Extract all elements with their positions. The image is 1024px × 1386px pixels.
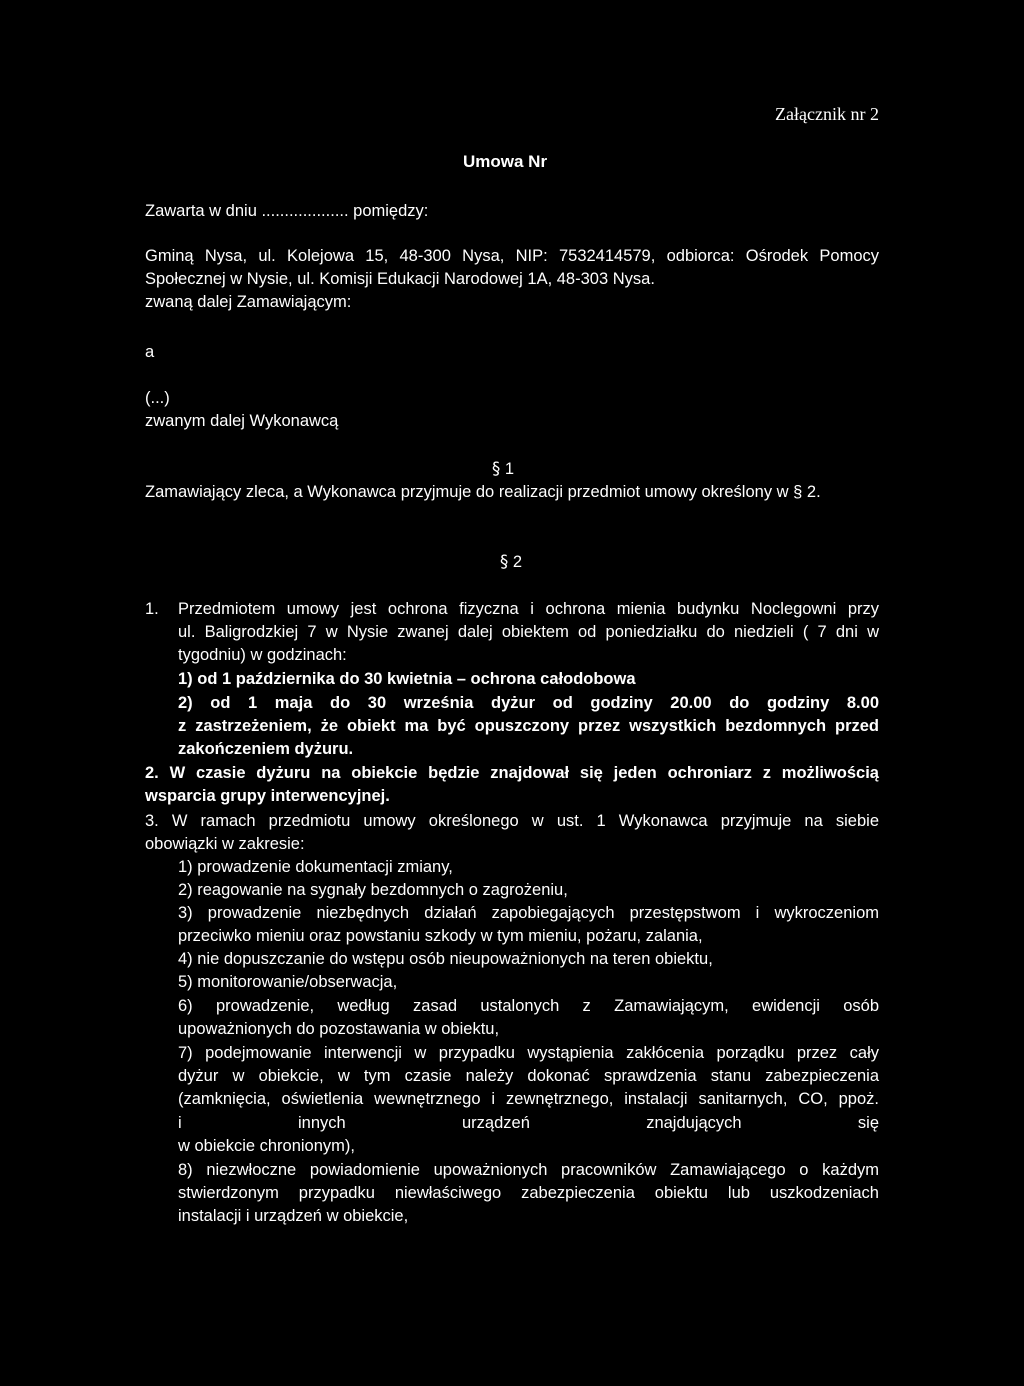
item1-period-a: 1) od 1 października do 30 kwietnia – ochrona całodobowa	[178, 670, 636, 688]
duty-line: dyżur w obiekcie, w tym czasie należy dokonać sprawdzenia stanu zabezpieczenia	[178, 1067, 879, 1085]
concluded-line: Zawarta w dniu ................... pomiędzy:	[145, 202, 429, 220]
item1-period-b-line1: 2) od 1 maja do 30 września dyżur od godziny 20.00 do godziny 8.00	[178, 694, 879, 712]
duty-line: 7) podejmowanie interwencji w przypadku wystąpienia zakłócenia porządku przez cały	[178, 1044, 879, 1062]
duty-line: 6) prowadzenie, według zasad ustalonych z Zamawiającym, ewidencji osób	[178, 997, 879, 1015]
party1-line1: Gminą Nysa, ul. Kolejowa 15, 48-300 Nysa, NIP: 7532414579, odbiorca: Ośrodek Pomocy	[145, 247, 879, 265]
item2-line1: 2. W czasie dyżuru na obiekcie będzie znajdował się jeden ochroniarz z możliwością	[145, 764, 879, 782]
item1-line3: tygodniu) w godzinach:	[178, 646, 347, 664]
section1-text: Zamawiający zleca, a Wykonawca przyjmuje do realizacji przedmiot umowy określony w § 2.	[145, 483, 821, 501]
duty-line: i innych urządzeń znajdujących się	[178, 1114, 879, 1132]
duty-line: upoważnionych do pozostawania w obiektu,	[178, 1020, 500, 1038]
duty-line: w obiekcie chronionym),	[178, 1137, 355, 1155]
duty-line: 1) prowadzenie dokumentacji zmiany,	[178, 858, 453, 876]
item1-line1: Przedmiotem umowy jest ochrona fizyczna i ochrona mienia budynku Noclegowni przy	[178, 600, 879, 618]
item3-line2: obowiązki w zakresie:	[145, 835, 305, 853]
party1-line2: Społecznej w Nysie, ul. Komisji Edukacji Narodowej 1A, 48-303 Nysa.	[145, 270, 655, 288]
section-symbol-icon: §	[500, 552, 509, 571]
section2-heading	[500, 550, 522, 574]
party1-role: zwaną dalej Zamawiającym:	[145, 293, 352, 311]
duty-line: instalacji i urządzeń w obiekcie,	[178, 1207, 409, 1225]
section2-number: 2	[512, 553, 523, 571]
item2-line2: wsparcia grupy interwencyjnej.	[145, 787, 390, 805]
item1-period-b-line3: zakończeniem dyżuru.	[178, 740, 354, 758]
duty-line: stwierdzonym przypadku niewłaściwego zabezpieczenia obiektu lub uszkodzeniach	[178, 1184, 879, 1202]
party2-name: (...)	[145, 389, 170, 407]
annex-label: Załącznik nr 2	[775, 104, 879, 124]
duty-line: 5) monitorowanie/obserwacja,	[178, 973, 398, 991]
item3-line1: 3. W ramach przedmiotu umowy określonego w ust. 1 Wykonawca przyjmuje na siebie	[145, 812, 879, 830]
section1-number: 1	[504, 460, 515, 478]
document-title: Umowa Nr	[463, 152, 548, 171]
section1-heading	[492, 457, 514, 481]
item1-line2: ul. Baligrodzkiej 7 w Nysie zwanej dalej obiektem od poniedziałku do niedzieli ( 7 dni w	[178, 623, 879, 641]
and-connector: a	[145, 343, 155, 361]
duty-line: 3) prowadzenie niezbędnych działań zapobiegających przestępstwom i wykroczeniom	[178, 904, 879, 922]
duty-line: 4) nie dopuszczanie do wstępu osób nieupoważnionych na teren obiektu,	[178, 950, 713, 968]
party2-role: zwanym dalej Wykonawcą	[145, 412, 339, 430]
duty-line: 8) niezwłoczne powiadomienie upoważnionych pracowników Zamawiającego o każdym	[178, 1161, 879, 1179]
section-symbol-icon: §	[492, 459, 501, 478]
item1-number: 1.	[145, 600, 159, 618]
item1-period-b-line2: z zastrzeżeniem, że obiekt ma być opuszczony przez wszystkich bezdomnych przed	[178, 717, 879, 735]
duty-line: przeciwko mieniu oraz powstaniu szkody w tym mieniu, pożaru, zalania,	[178, 927, 703, 945]
duty-line: 2) reagowanie na sygnały bezdomnych o zagrożeniu,	[178, 881, 568, 899]
duty-line: (zamknięcia, oświetlenia wewnętrznego i zewnętrznego, instalacji sanitarnych, CO, ppoż.	[178, 1090, 879, 1108]
